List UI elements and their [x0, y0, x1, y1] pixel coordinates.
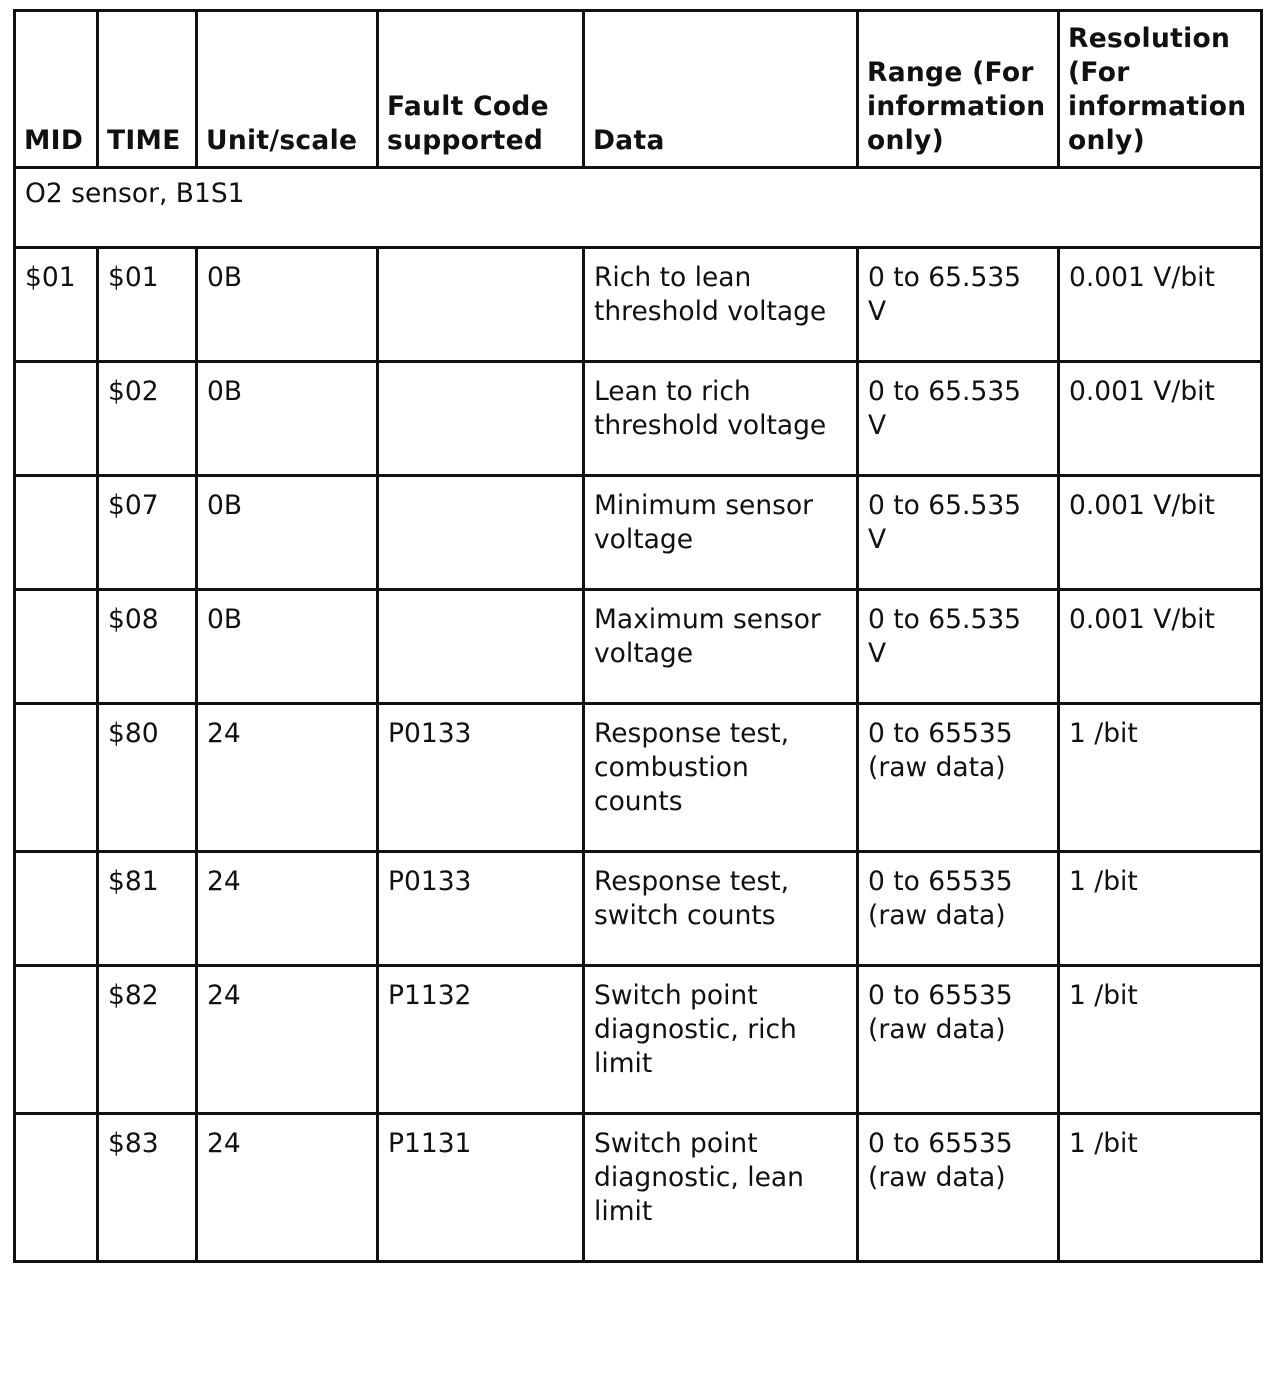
cell-unit: 0B — [197, 362, 378, 476]
cell-time: $82 — [98, 966, 197, 1114]
cell-fault: P0133 — [378, 704, 584, 852]
cell-resolution: 0.001 V/bit — [1059, 476, 1262, 590]
table-row — [15, 1114, 1262, 1262]
cell-data: Minimum sensor voltage — [584, 476, 858, 590]
cell-unit: 0B — [197, 476, 378, 590]
group-label: O2 sensor, B1S1 — [15, 168, 1262, 248]
cell-resolution: 0.001 V/bit — [1059, 590, 1262, 704]
table-row — [15, 852, 1262, 966]
cell-unit: 0B — [197, 248, 378, 362]
cell-data: Response test, switch counts — [584, 852, 858, 966]
cell-mid — [15, 1114, 98, 1262]
cell-mid — [15, 704, 98, 852]
cell-time: $80 — [98, 704, 197, 852]
cell-unit: 24 — [197, 704, 378, 852]
cell-range: 0 to 65.535 V — [858, 476, 1059, 590]
cell-time: $81 — [98, 852, 197, 966]
cell-fault: P1131 — [378, 1114, 584, 1262]
header-data: Data — [584, 11, 858, 168]
cell-range: 0 to 65535 (raw data) — [858, 966, 1059, 1114]
mid-data-table — [13, 9, 1263, 1263]
cell-range: 0 to 65535 (raw data) — [858, 852, 1059, 966]
cell-resolution: 1 /bit — [1059, 704, 1262, 852]
table-row — [15, 476, 1262, 590]
cell-resolution: 1 /bit — [1059, 1114, 1262, 1262]
cell-unit: 24 — [197, 966, 378, 1114]
cell-data: Response test, combustion counts — [584, 704, 858, 852]
cell-data: Maximum sensor voltage — [584, 590, 858, 704]
cell-fault: P1132 — [378, 966, 584, 1114]
cell-range: 0 to 65.535 V — [858, 362, 1059, 476]
cell-unit: 24 — [197, 1114, 378, 1262]
cell-time: $83 — [98, 1114, 197, 1262]
cell-range: 0 to 65.535 V — [858, 248, 1059, 362]
header-time: TIME — [98, 11, 197, 168]
cell-time: $07 — [98, 476, 197, 590]
cell-data: Switch point diagnostic, rich limit — [584, 966, 858, 1114]
table-row — [15, 362, 1262, 476]
cell-unit: 24 — [197, 852, 378, 966]
table-row — [15, 590, 1262, 704]
cell-resolution: 1 /bit — [1059, 852, 1262, 966]
cell-range: 0 to 65.535 V — [858, 590, 1059, 704]
cell-mid — [15, 476, 98, 590]
cell-time: $02 — [98, 362, 197, 476]
table-row — [15, 704, 1262, 852]
header-fault-code: Fault Code supported — [378, 11, 584, 168]
cell-unit: 0B — [197, 590, 378, 704]
cell-range: 0 to 65535 (raw data) — [858, 704, 1059, 852]
cell-mid: $01 — [15, 248, 98, 362]
cell-fault — [378, 590, 584, 704]
header-unit-scale: Unit/scale — [197, 11, 378, 168]
cell-time: $01 — [98, 248, 197, 362]
cell-mid — [15, 590, 98, 704]
cell-resolution: 0.001 V/bit — [1059, 248, 1262, 362]
cell-fault: P0133 — [378, 852, 584, 966]
header-mid: MID — [15, 11, 98, 168]
cell-time: $08 — [98, 590, 197, 704]
cell-fault — [378, 476, 584, 590]
header-resolution: Resolution (For information only) — [1059, 11, 1262, 168]
cell-mid — [15, 362, 98, 476]
cell-mid — [15, 966, 98, 1114]
group-row — [15, 168, 1262, 248]
table-row — [15, 248, 1262, 362]
table-row — [15, 966, 1262, 1114]
cell-resolution: 0.001 V/bit — [1059, 362, 1262, 476]
header-row — [15, 11, 1262, 168]
cell-data: Rich to lean threshold voltage — [584, 248, 858, 362]
cell-data: Switch point diagnostic, lean limit — [584, 1114, 858, 1262]
header-range: Range (For information only) — [858, 11, 1059, 168]
cell-data: Lean to rich threshold voltage — [584, 362, 858, 476]
cell-fault — [378, 362, 584, 476]
cell-resolution: 1 /bit — [1059, 966, 1262, 1114]
cell-range: 0 to 65535 (raw data) — [858, 1114, 1059, 1262]
cell-fault — [378, 248, 584, 362]
cell-mid — [15, 852, 98, 966]
